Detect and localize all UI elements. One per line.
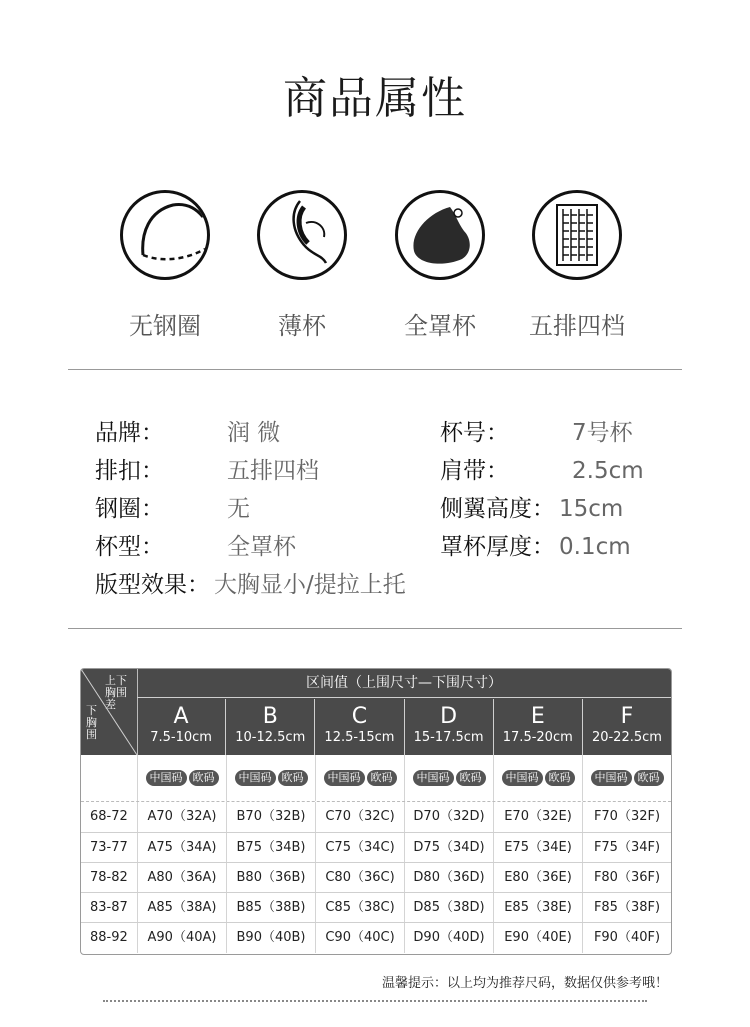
- attr-value: 2.5cm: [572, 458, 644, 484]
- eu-code-pill: 欧码: [189, 770, 219, 786]
- size-cell: E70（32E): [493, 802, 582, 832]
- attr-value: 7号杯: [572, 420, 633, 446]
- table-header: [81, 669, 671, 755]
- column-header: [225, 699, 314, 755]
- range-title: 区间值（上围尺寸—下围尺寸）: [137, 669, 671, 698]
- size-cell: F75（34F): [582, 833, 671, 862]
- feature-label: 薄杯: [278, 312, 326, 340]
- feature-thin-cup: [232, 190, 372, 341]
- attr-key: 杯型：: [95, 534, 164, 560]
- attr-cup-number: [440, 414, 633, 447]
- size-table: [80, 668, 672, 955]
- cup-letter: A: [173, 704, 189, 729]
- code-labels: [137, 755, 226, 801]
- size-cell: C90（40C): [315, 923, 404, 953]
- attr-value: 大胸显小/提拉上托: [214, 572, 406, 598]
- code-labels: [226, 755, 315, 801]
- column-header: [404, 699, 493, 755]
- attr-key: 罩杯厚度：: [440, 534, 555, 560]
- size-cell: F70（32F): [582, 802, 671, 832]
- size-cell: A80（36A): [137, 863, 226, 892]
- size-cell: D85（38D): [404, 893, 493, 922]
- eu-code-pill: 欧码: [545, 770, 575, 786]
- attr-brand: [95, 414, 280, 447]
- cn-code-pill: 中国码: [413, 770, 454, 786]
- feature-hook-rows: [507, 190, 647, 341]
- cn-code-pill: 中国码: [591, 770, 632, 786]
- thin-cup-icon: [257, 190, 347, 280]
- cup-range: 17.5-20cm: [502, 730, 573, 745]
- size-cell: F85（38F): [582, 893, 671, 922]
- cup-letter: E: [530, 704, 545, 729]
- divider: [68, 628, 682, 629]
- feature-label: 无钢圈: [129, 312, 201, 340]
- eu-code-pill: 欧码: [278, 770, 308, 786]
- cup-letter: D: [440, 704, 458, 729]
- code-labels: [404, 755, 493, 801]
- full-cup-icon: [395, 190, 485, 280]
- cup-range: 15-17.5cm: [413, 730, 484, 745]
- table-row: [81, 833, 671, 862]
- eu-code-pill: 欧码: [634, 770, 664, 786]
- table-row: [81, 893, 671, 922]
- cup-letter: B: [262, 704, 278, 729]
- cn-code-pill: 中国码: [235, 770, 276, 786]
- cup-columns: [137, 699, 671, 755]
- underbust-size: 83-87: [90, 900, 128, 915]
- size-cell: D80（36D): [404, 863, 493, 892]
- eu-code-pill: 欧码: [456, 770, 486, 786]
- attr-side-height: [440, 490, 623, 523]
- table-row: [81, 802, 671, 832]
- size-cell: E90（40E): [493, 923, 582, 953]
- attr-key: 侧翼高度：: [440, 496, 555, 522]
- cn-code-pill: 中国码: [146, 770, 187, 786]
- feature-label: 五排四档: [529, 312, 625, 340]
- code-labels: [493, 755, 582, 801]
- attr-cup-type: [95, 528, 296, 561]
- attr-key: 杯号：: [440, 420, 509, 446]
- table-row: [81, 863, 671, 892]
- cn-code-pill: 中国码: [324, 770, 365, 786]
- size-cell: B85（38B): [226, 893, 315, 922]
- size-cell: B90（40B): [226, 923, 315, 953]
- attr-value: 全罩杯: [227, 534, 296, 560]
- cup-letter: F: [620, 704, 634, 729]
- dotted-divider: [103, 1000, 647, 1002]
- feature-label: 全罩杯: [404, 312, 476, 340]
- underbust-size: 78-82: [90, 870, 128, 885]
- cup-letter: C: [351, 704, 368, 729]
- attr-buckle: [95, 452, 319, 485]
- divider: [68, 369, 682, 370]
- attr-key: 肩带：: [440, 458, 509, 484]
- attr-strap: [440, 452, 644, 485]
- cup-range: 20-22.5cm: [591, 730, 662, 745]
- attr-value: 五排四档: [227, 458, 319, 484]
- cup-range: 12.5-15cm: [324, 730, 395, 745]
- table-corner: [81, 669, 138, 755]
- attr-key: 品牌：: [95, 420, 164, 446]
- size-cell: E85（38E): [493, 893, 582, 922]
- attr-key: 版型效果：: [95, 572, 210, 598]
- attr-key: 钢圈：: [95, 496, 164, 522]
- cn-code-pill: 中国码: [502, 770, 543, 786]
- code-label-row: [81, 755, 671, 801]
- code-labels: [582, 755, 671, 801]
- size-cell: C85（38C): [315, 893, 404, 922]
- size-cell: C70（32C): [315, 802, 404, 832]
- size-cell: B75（34B): [226, 833, 315, 862]
- size-tip: 温馨提示：以上均为推荐尺码，数据仅供参考哦！: [381, 976, 668, 991]
- underbust-size: 88-92: [90, 930, 128, 945]
- feature-full-cup: [370, 190, 510, 341]
- size-cell: E75（34E): [493, 833, 582, 862]
- corner-bottom-label: 下胸围: [86, 704, 97, 741]
- feature-no-underwire: [95, 190, 235, 341]
- underbust-size: 73-77: [90, 840, 128, 855]
- attr-underwire: [95, 490, 250, 523]
- attr-value: 无: [227, 496, 250, 522]
- attr-value: 0.1cm: [559, 534, 631, 560]
- size-cell: E80（36E): [493, 863, 582, 892]
- size-cell: D75（34D): [404, 833, 493, 862]
- size-cell: C75（34C): [315, 833, 404, 862]
- size-cell: C80（36C): [315, 863, 404, 892]
- attr-value: 15cm: [559, 496, 624, 522]
- size-cell: D70（32D): [404, 802, 493, 832]
- size-cell: B70（32B): [226, 802, 315, 832]
- size-cell: A70（32A): [137, 802, 226, 832]
- size-cell: B80（36B): [226, 863, 315, 892]
- size-cell: D90（40D): [404, 923, 493, 953]
- cup-range: 7.5-10cm: [150, 730, 212, 745]
- attr-key: 排扣：: [95, 458, 164, 484]
- size-cell: F90（40F): [582, 923, 671, 953]
- size-cell: A90（40A): [137, 923, 226, 953]
- size-cell: A85（38A): [137, 893, 226, 922]
- column-header: [137, 699, 225, 755]
- attr-cup-thickness: [440, 528, 631, 561]
- column-header: [314, 699, 403, 755]
- table-row: [81, 923, 671, 953]
- attr-value: 润 微: [227, 420, 281, 446]
- underwire-free-cup-icon: [120, 190, 210, 280]
- code-labels: [315, 755, 404, 801]
- size-cell: A75（34A): [137, 833, 226, 862]
- column-header: [582, 699, 671, 755]
- size-cell: F80（36F): [582, 863, 671, 892]
- underbust-size: 68-72: [90, 809, 128, 824]
- eu-code-pill: 欧码: [367, 770, 397, 786]
- column-header: [493, 699, 582, 755]
- attr-fit-effect: [95, 566, 406, 599]
- page-title: 商品属性: [283, 73, 467, 124]
- hook-rows-icon: [532, 190, 622, 280]
- corner-top-label: 上下胸围差: [105, 674, 127, 711]
- cup-range: 10-12.5cm: [235, 730, 306, 745]
